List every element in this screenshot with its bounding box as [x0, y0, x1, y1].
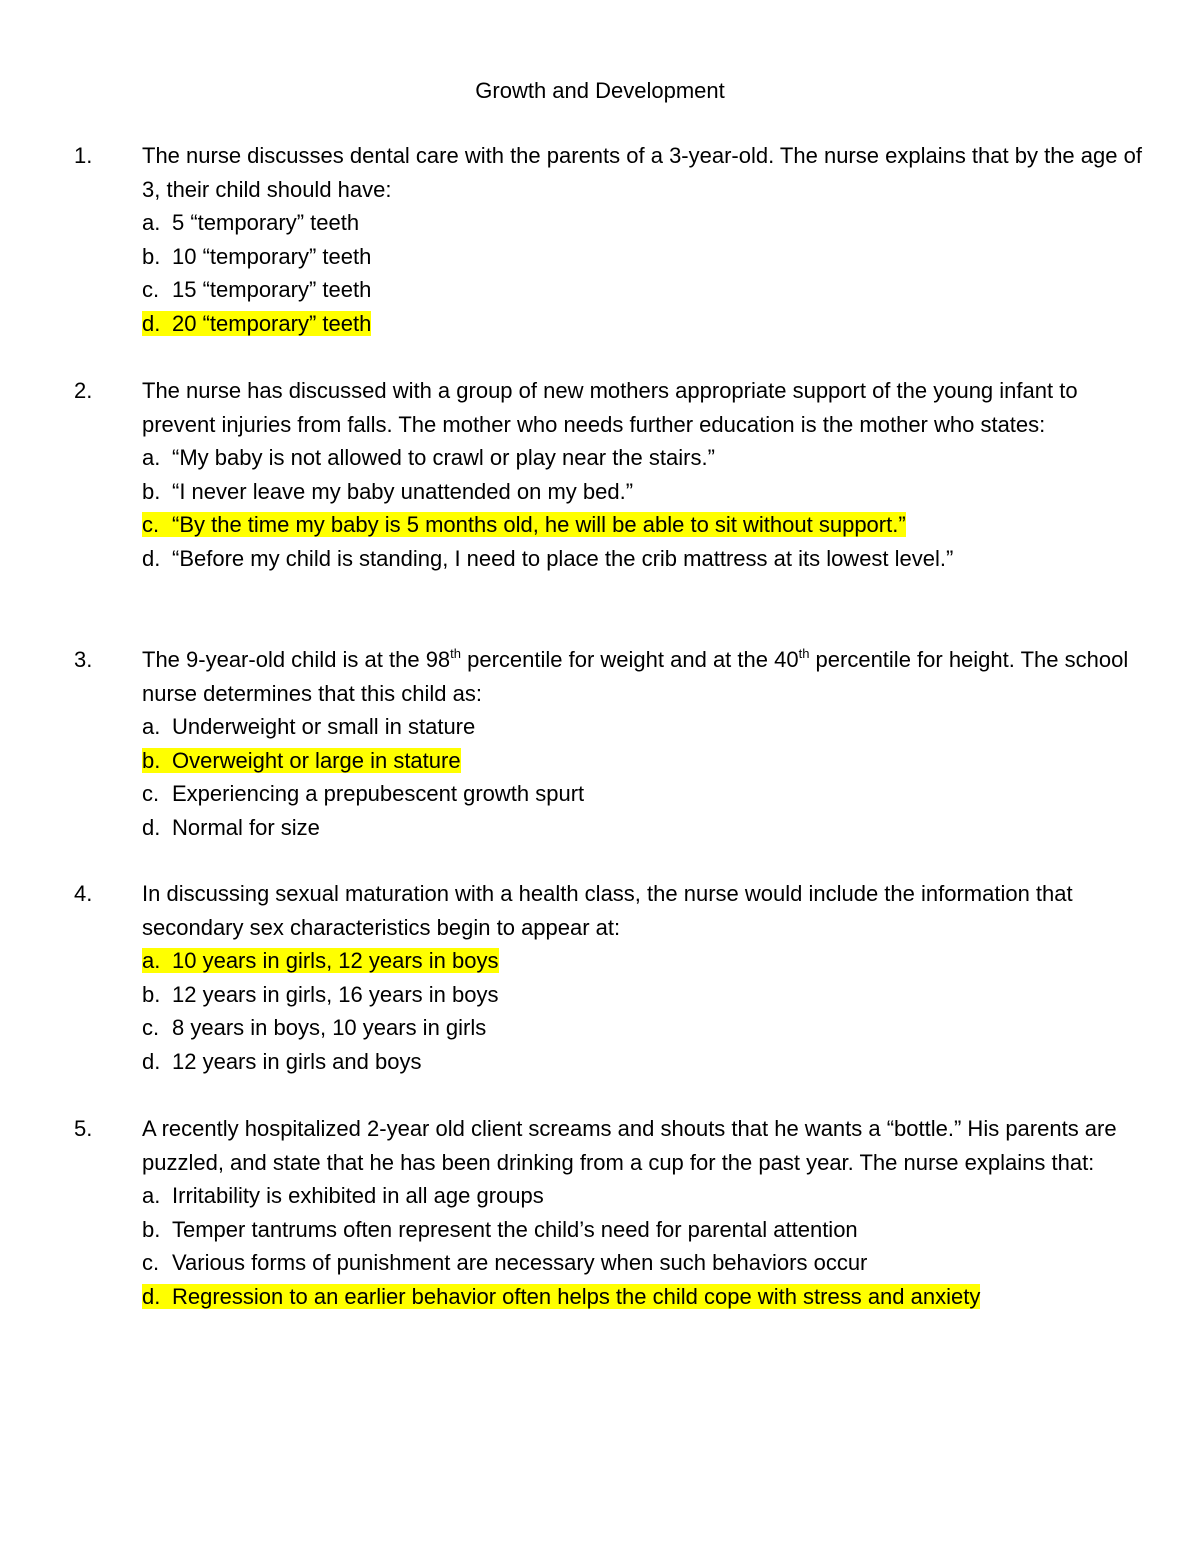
option-a-correct	[142, 944, 1142, 978]
option-letter: b.	[142, 747, 161, 773]
answer-highlight	[142, 311, 371, 336]
option-letter: c.	[142, 1015, 160, 1041]
option-letter: d.	[142, 814, 161, 840]
option-text: 8 years in boys, 10 years in girls	[172, 1015, 487, 1041]
option-d-correct	[142, 1280, 1142, 1314]
question-text: The nurse discusses dental care with the parents of a 3-year-old. The nurse explains that by the age of 3, their child should have:	[142, 143, 1142, 202]
option-c	[142, 273, 1142, 307]
option-b	[142, 978, 1142, 1012]
option-text: “Before my child is standing, I need to place the crib mattress at its lowest level.”	[172, 545, 954, 571]
answer-highlight	[142, 948, 499, 973]
superscript: th	[450, 646, 462, 661]
option-text: 20 “temporary” teeth	[172, 310, 372, 336]
option-b	[142, 475, 1142, 509]
option-text: “My baby is not allowed to crawl or play near the stairs.”	[172, 445, 715, 471]
option-letter: a.	[142, 1183, 161, 1209]
question-text: A recently hospitalized 2-year old client screams and shouts that he wants a “bottle.” His parents are puzzled, and state that he has been drinking from a cup for the past year. The nurse explains that:	[142, 1116, 1117, 1175]
question-text: The 9-year-old child is at the 98th percentile for weight and at the 40th percentile for height. The school nurse determines that this child as:	[142, 646, 1129, 706]
document-title: Growth and Development	[475, 78, 725, 103]
option-letter: a.	[142, 714, 161, 740]
option-a	[142, 1179, 1142, 1213]
option-letter: d.	[142, 1048, 161, 1074]
option-letter: c.	[142, 781, 160, 807]
question-number: 4.	[74, 881, 93, 906]
option-a	[142, 206, 1142, 240]
option-text: 10 years in girls, 12 years in boys	[172, 948, 499, 974]
option-letter: b.	[142, 1216, 161, 1242]
question-text: In discussing sexual maturation with a health class, the nurse would include the information that secondary sex characteristics begin to appear at:	[142, 881, 1073, 940]
option-text: 12 years in girls, 16 years in boys	[172, 981, 499, 1007]
option-d	[142, 811, 1142, 845]
option-text: “By the time my baby is 5 months old, he will be able to sit without support.”	[172, 512, 906, 538]
option-text: Regression to an earlier behavior often helps the child cope with stress and anxiety	[172, 1283, 981, 1309]
answer-highlight	[142, 512, 906, 537]
option-letter: c.	[142, 512, 160, 538]
option-text: 5 “temporary” teeth	[172, 210, 360, 236]
option-letter: b.	[142, 478, 161, 504]
option-letter: a.	[142, 948, 161, 974]
option-text: “I never leave my baby unattended on my bed.”	[172, 478, 634, 504]
option-a	[142, 441, 1142, 475]
option-text: Experiencing a prepubescent growth spurt	[172, 781, 585, 807]
option-b	[142, 1213, 1142, 1247]
answer-highlight	[142, 1284, 980, 1309]
option-text: 15 “temporary” teeth	[172, 277, 372, 303]
option-text: Temper tantrums often represent the child’s need for parental attention	[172, 1216, 858, 1242]
option-d	[142, 1045, 1142, 1079]
option-d-correct	[142, 307, 1142, 341]
option-text: Underweight or small in stature	[172, 714, 476, 740]
option-c-correct	[142, 508, 1142, 542]
option-letter: c.	[142, 1250, 160, 1276]
question-number: 5.	[74, 1116, 93, 1141]
question-number: 3.	[74, 647, 93, 672]
option-text: Normal for size	[172, 814, 320, 840]
option-letter: d.	[142, 310, 161, 336]
option-letter: b.	[142, 981, 161, 1007]
question-number: 1.	[74, 143, 93, 168]
option-text: Irritability is exhibited in all age groups	[172, 1183, 544, 1209]
option-b-correct	[142, 744, 1142, 778]
option-letter: d.	[142, 1283, 161, 1309]
option-letter: a.	[142, 445, 161, 471]
option-letter: d.	[142, 545, 161, 571]
superscript: th	[798, 646, 810, 661]
option-text: Overweight or large in stature	[172, 747, 461, 773]
question-number: 2.	[74, 378, 93, 403]
option-c	[142, 1011, 1142, 1045]
option-a	[142, 710, 1142, 744]
option-letter: b.	[142, 243, 161, 269]
option-d	[142, 542, 1142, 576]
option-text: 12 years in girls and boys	[172, 1048, 422, 1074]
option-b	[142, 240, 1142, 274]
option-text: 10 “temporary” teeth	[172, 243, 372, 269]
answer-highlight	[142, 748, 461, 773]
option-c	[142, 777, 1142, 811]
option-c	[142, 1246, 1142, 1280]
option-text: Various forms of punishment are necessary when such behaviors occur	[172, 1250, 868, 1276]
option-letter: a.	[142, 210, 161, 236]
option-letter: c.	[142, 277, 160, 303]
question-text: The nurse has discussed with a group of new mothers appropriate support of the young infant to prevent injuries from falls. The mother who needs further education is the mother who states:	[142, 378, 1078, 437]
